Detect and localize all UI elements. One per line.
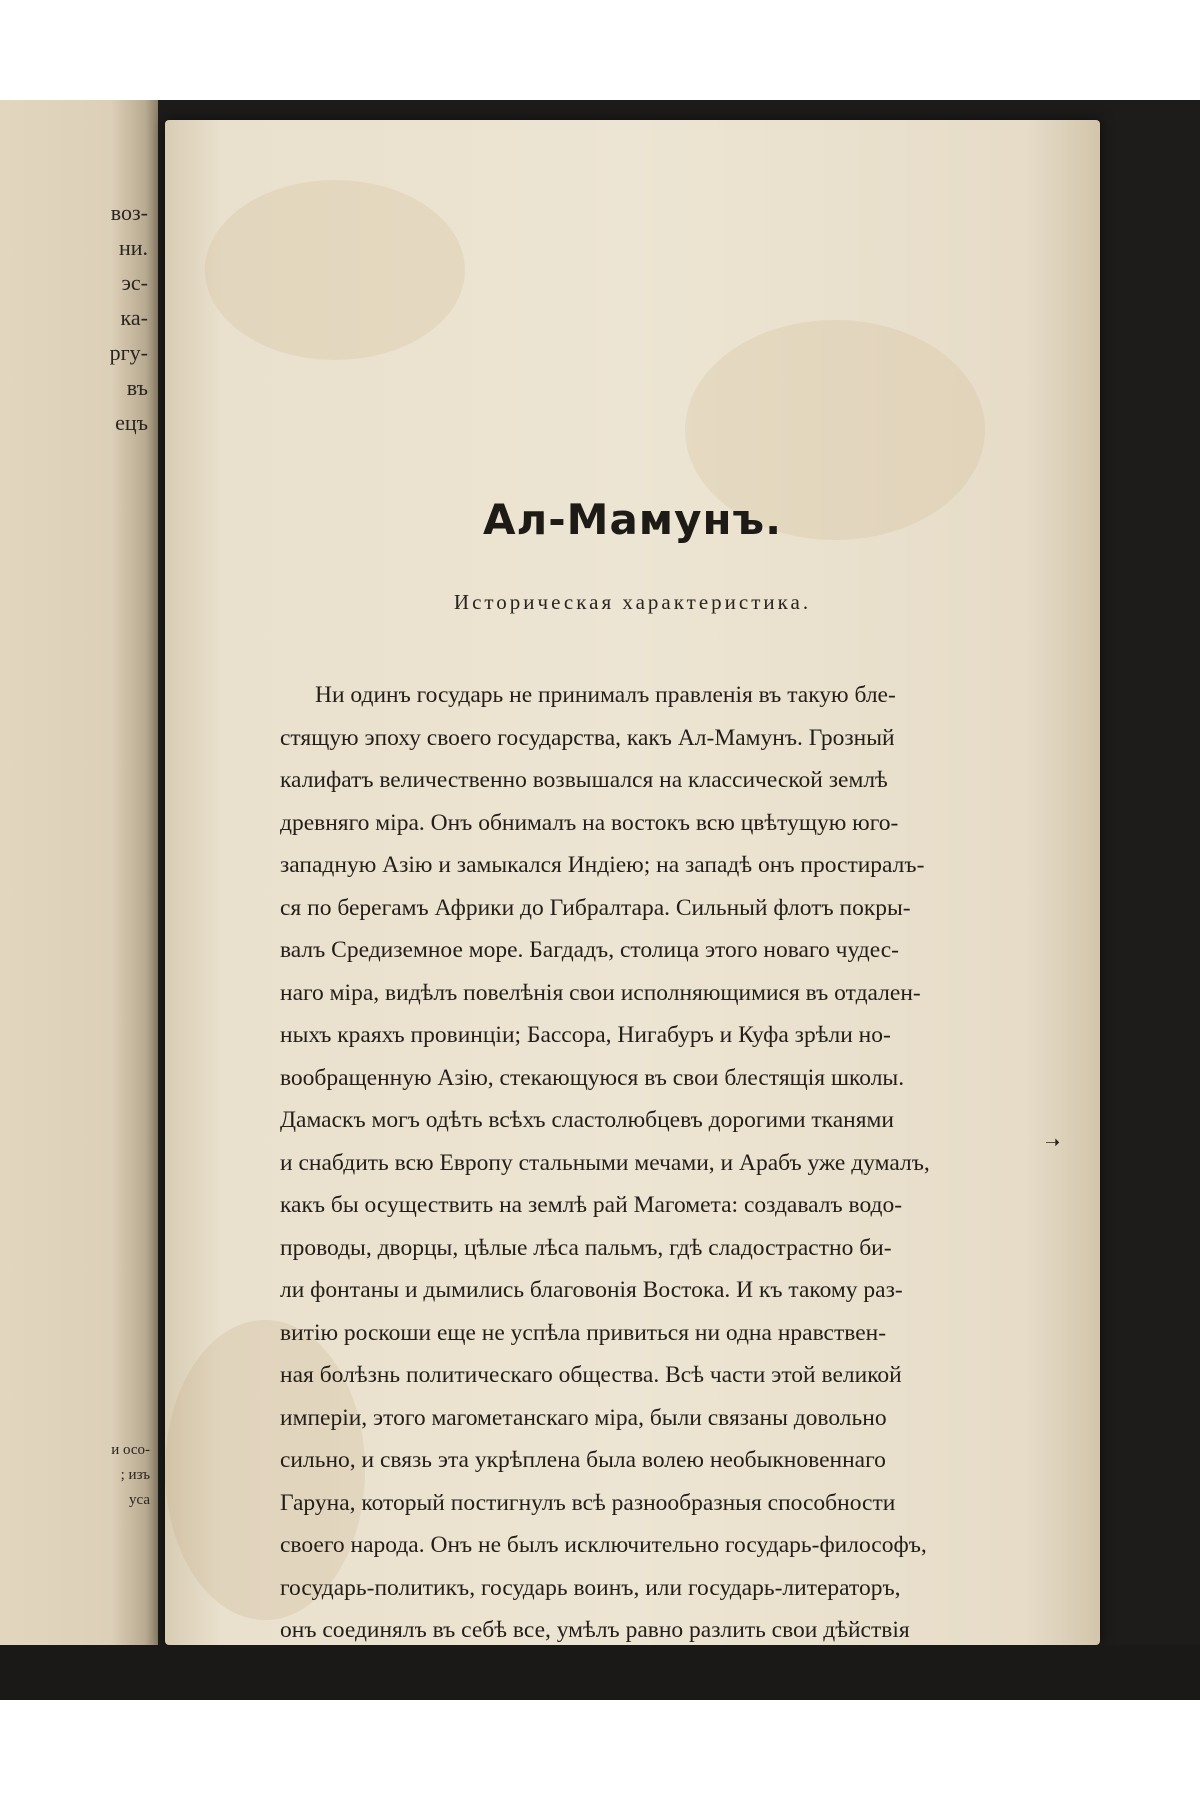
left-page-line: ни. bbox=[118, 235, 148, 260]
text-line: вообращенную Азію, стекающуюся въ свои блестящія школы. bbox=[280, 1064, 905, 1091]
text-line: своего народа. Онъ не былъ исключительно государь-философъ, bbox=[280, 1532, 927, 1558]
text-line: ся по берегамъ Африки до Гибралтара. Сильный флотъ покры- bbox=[280, 894, 911, 921]
left-page bbox=[0, 100, 158, 1700]
text-line: онъ соединялъ въ себѣ все, умѣлъ равно разлить свои дѣйствія bbox=[280, 1617, 910, 1643]
text-line: Ни одинъ государь не принималъ правленія въ такую бле- bbox=[315, 682, 896, 708]
page-subtitle: Историческая характеристика. bbox=[453, 590, 812, 614]
text-line: ныхъ краяхъ провинціи; Бассора, Нигабуръ и Куфа зрѣли но- bbox=[280, 1022, 891, 1048]
text-line: Дамаскъ могъ одѣть всѣхъ сластолюбцевъ дорогими тканями bbox=[280, 1107, 894, 1133]
left-page-line: эс- bbox=[121, 270, 148, 295]
text-line: проводы, дворцы, цѣлые лѣса пальмъ, гдѣ сладострастно би- bbox=[280, 1234, 892, 1261]
text-line: Гаруна, который постигнулъ всѣ разнообразныя способности bbox=[280, 1489, 896, 1516]
page-title: Ал-Мамунъ. bbox=[482, 495, 783, 544]
left-page-footnote-line: уса bbox=[129, 1492, 150, 1508]
margin-mark: ➝ bbox=[1045, 1132, 1061, 1153]
table-surface bbox=[0, 1645, 1200, 1700]
text-line: имперіи, этого магометанскаго міра, были связаны довольно bbox=[280, 1404, 887, 1431]
left-page-line: воз- bbox=[110, 200, 148, 225]
text-line: ная болѣзнь политическаго общества. Всѣ части этой великой bbox=[280, 1362, 902, 1388]
right-page bbox=[165, 120, 1100, 1645]
text-line: западную Азію и замыкался Индіею; на западѣ онъ простиралъ- bbox=[280, 852, 925, 878]
left-page-line: ка- bbox=[120, 305, 148, 330]
left-page-line: ргу- bbox=[109, 340, 148, 365]
text-line: валъ Средиземное море. Багдадъ, столица этого новаго чудес- bbox=[280, 937, 899, 963]
text-line: калифатъ величественно возвышался на классической землѣ bbox=[280, 767, 888, 793]
left-page-line: ецъ bbox=[115, 410, 148, 435]
text-line: наго міра, видѣлъ повелѣнія свои исполняющимися въ отдален- bbox=[280, 979, 921, 1006]
left-page-line: въ bbox=[126, 375, 148, 400]
book-photo bbox=[0, 100, 1200, 1700]
text-line: витію роскоши еще не успѣла привиться ни одна нравствен- bbox=[280, 1319, 887, 1346]
left-page-footnote-line: ; изъ bbox=[120, 1467, 150, 1483]
text-line: древняго міра. Онъ обнималъ на востокъ всю цвѣтущую юго- bbox=[280, 809, 899, 836]
text-line: ли фонтаны и дымились благовонія Востока. И къ такому раз- bbox=[280, 1277, 903, 1303]
text-line: сильно, и связь эта укрѣплена была волею необыкновеннаго bbox=[280, 1447, 886, 1473]
text-line: стящую эпоху своего государства, какъ Ал-Мамунъ. Грозный bbox=[280, 724, 895, 751]
text-line: какъ бы осуществить на землѣ рай Магомета: создавалъ водо- bbox=[280, 1192, 903, 1218]
text-line: и снабдить всю Европу стальными мечами, и Арабъ уже думалъ, bbox=[280, 1149, 930, 1176]
text-line: государь-политикъ, государь воинъ, или государь-литераторъ, bbox=[280, 1574, 901, 1601]
left-page-footnote-line: и осо- bbox=[111, 1442, 150, 1458]
